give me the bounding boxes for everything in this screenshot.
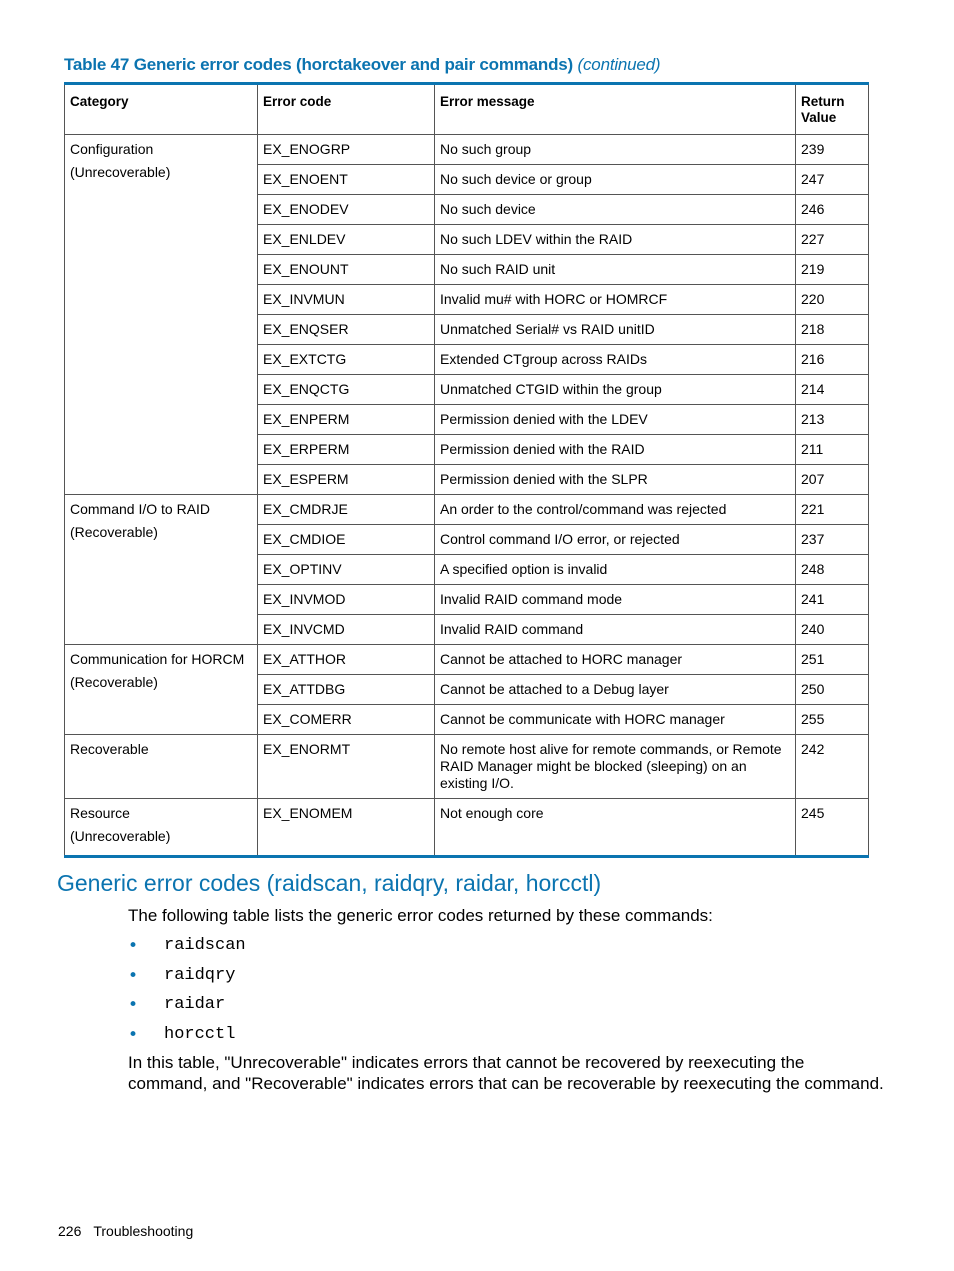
error-code-cell: EX_EXTCTG [258,345,435,375]
error-message-cell: Control command I/O error, or rejected [435,525,796,555]
section-note: In this table, "Unrecoverable" indicates errors that cannot be recovered by reexecuting the command, and "Recoverable" indicates errors that can be recoverable by reexecuting the command. [128,1053,884,1093]
error-code-cell: EX_INVMOD [258,585,435,615]
return-value-cell: 211 [796,435,869,465]
table-row [65,735,869,799]
category-name: Communication for HORCM [70,651,245,667]
category-cell [65,135,258,495]
category-cell [65,645,258,735]
error-message-cell: An order to the control/command was rejected [435,495,796,525]
return-value-cell: 218 [796,315,869,345]
category-name: Command I/O to RAID [70,501,211,517]
return-value-cell: 239 [796,135,869,165]
header-category: Category [65,84,258,135]
table-row [65,799,869,857]
return-value-cell: 242 [796,735,869,799]
return-value-cell: 227 [796,225,869,255]
error-message-cell: Permission denied with the SLPR [435,465,796,495]
error-code-cell: EX_ENQSER [258,315,435,345]
command-name: raidar [164,995,226,1014]
error-code-cell: EX_ERPERM [258,435,435,465]
return-value-cell: 247 [796,165,869,195]
return-value-cell: 240 [796,615,869,645]
category-name: Resource [70,805,130,821]
return-value-cell: 221 [796,495,869,525]
error-code-cell: EX_ENOUNT [258,255,435,285]
return-value-cell: 213 [796,405,869,435]
return-value-cell: 237 [796,525,869,555]
error-message-cell: A specified option is invalid [435,555,796,585]
error-message-cell: No remote host alive for remote commands, or Remote RAID Manager might be blocked (sleeping) on an existing I/O. [435,735,796,799]
return-value-cell: 241 [796,585,869,615]
error-message-cell: Not enough core [435,799,796,857]
bullet-icon: • [128,936,139,956]
return-value-cell: 216 [796,345,869,375]
error-code-cell: EX_INVCMD [258,615,435,645]
error-code-cell: EX_ENOENT [258,165,435,195]
return-value-cell: 251 [796,645,869,675]
error-message-cell: Invalid RAID command mode [435,585,796,615]
error-code-cell: EX_CMDIOE [258,525,435,555]
list-item [128,1025,246,1055]
bullet-icon: • [128,1024,139,1045]
category-type: (Recoverable) [70,674,158,690]
bullet-icon: • [128,995,139,1015]
category-type: (Unrecoverable) [70,828,171,844]
error-message-cell: No such device or group [435,165,796,195]
error-message-cell: Permission denied with the LDEV [435,405,796,435]
table-row [65,645,869,675]
return-value-cell: 250 [796,675,869,705]
error-code-cell: EX_OPTINV [258,555,435,585]
error-code-cell: EX_ESPERM [258,465,435,495]
error-message-cell: Invalid RAID command [435,615,796,645]
list-item [128,995,246,1025]
category-name: Recoverable [70,741,149,757]
error-code-cell: EX_ENLDEV [258,225,435,255]
category-name: Configuration [70,141,154,157]
error-code-cell: EX_ENPERM [258,405,435,435]
error-message-cell: No such group [435,135,796,165]
return-value-cell: 214 [796,375,869,405]
list-item [128,966,246,996]
return-value-cell: 220 [796,285,869,315]
command-list [128,936,246,1054]
header-return-value: Return Value [796,84,869,135]
table-caption-continued: (continued) [577,55,661,74]
table-row [65,495,869,525]
error-message-cell: Permission denied with the RAID [435,435,796,465]
table-row [65,135,869,165]
command-name: horcctl [164,1024,236,1044]
error-code-cell: EX_ATTHOR [258,645,435,675]
error-code-cell: EX_INVMUN [258,285,435,315]
category-type: (Unrecoverable) [70,164,171,180]
error-code-cell: EX_COMERR [258,705,435,735]
return-value-cell: 207 [796,465,869,495]
error-code-cell: EX_ENQCTG [258,375,435,405]
section-title: Generic error codes (raidscan, raidqry, raidar, horcctl) [57,870,602,896]
page-number: 226 [58,1223,82,1239]
error-message-cell: No such RAID unit [435,255,796,285]
error-message-cell: Cannot be communicate with HORC manager [435,705,796,735]
category-cell [65,799,258,857]
error-message-cell: Extended CTgroup across RAIDs [435,345,796,375]
error-message-cell: Cannot be attached to a Debug layer [435,675,796,705]
command-name: raidscan [164,936,246,955]
return-value-cell: 246 [796,195,869,225]
error-message-cell: Unmatched CTGID within the group [435,375,796,405]
command-name: raidqry [164,965,236,985]
header-error-message: Error message [435,84,796,135]
error-codes-table [64,82,869,858]
section-intro: The following table lists the generic error codes returned by these commands: [128,906,713,925]
error-message-cell: Invalid mu# with HORC or HOMRCF [435,285,796,315]
table-caption [64,55,904,75]
error-message-cell: Unmatched Serial# vs RAID unitID [435,315,796,345]
table-caption-title: Table 47 Generic error codes (horctakeover and pair commands) [64,55,574,74]
error-code-cell: EX_ENODEV [258,195,435,225]
error-code-cell: EX_ENOMEM [258,799,435,857]
error-code-cell: EX_ENOGRP [258,135,435,165]
chapter-name: Troubleshooting [93,1223,194,1239]
error-code-cell: EX_CMDRJE [258,495,435,525]
error-message-cell: Cannot be attached to HORC manager [435,645,796,675]
header-error-code: Error code [258,84,435,135]
error-message-cell: No such LDEV within the RAID [435,225,796,255]
category-cell [65,735,258,799]
error-code-cell: EX_ATTDBG [258,675,435,705]
error-code-cell: EX_ENORMT [258,735,435,799]
return-value-cell: 245 [796,799,869,857]
error-message-cell: No such device [435,195,796,225]
list-item [128,936,246,966]
table-header-row [65,84,869,135]
category-cell [65,495,258,645]
page-footer [58,1223,193,1239]
return-value-cell: 219 [796,255,869,285]
return-value-cell: 255 [796,705,869,735]
return-value-cell: 248 [796,555,869,585]
bullet-icon: • [128,965,139,986]
category-type: (Recoverable) [70,524,158,540]
